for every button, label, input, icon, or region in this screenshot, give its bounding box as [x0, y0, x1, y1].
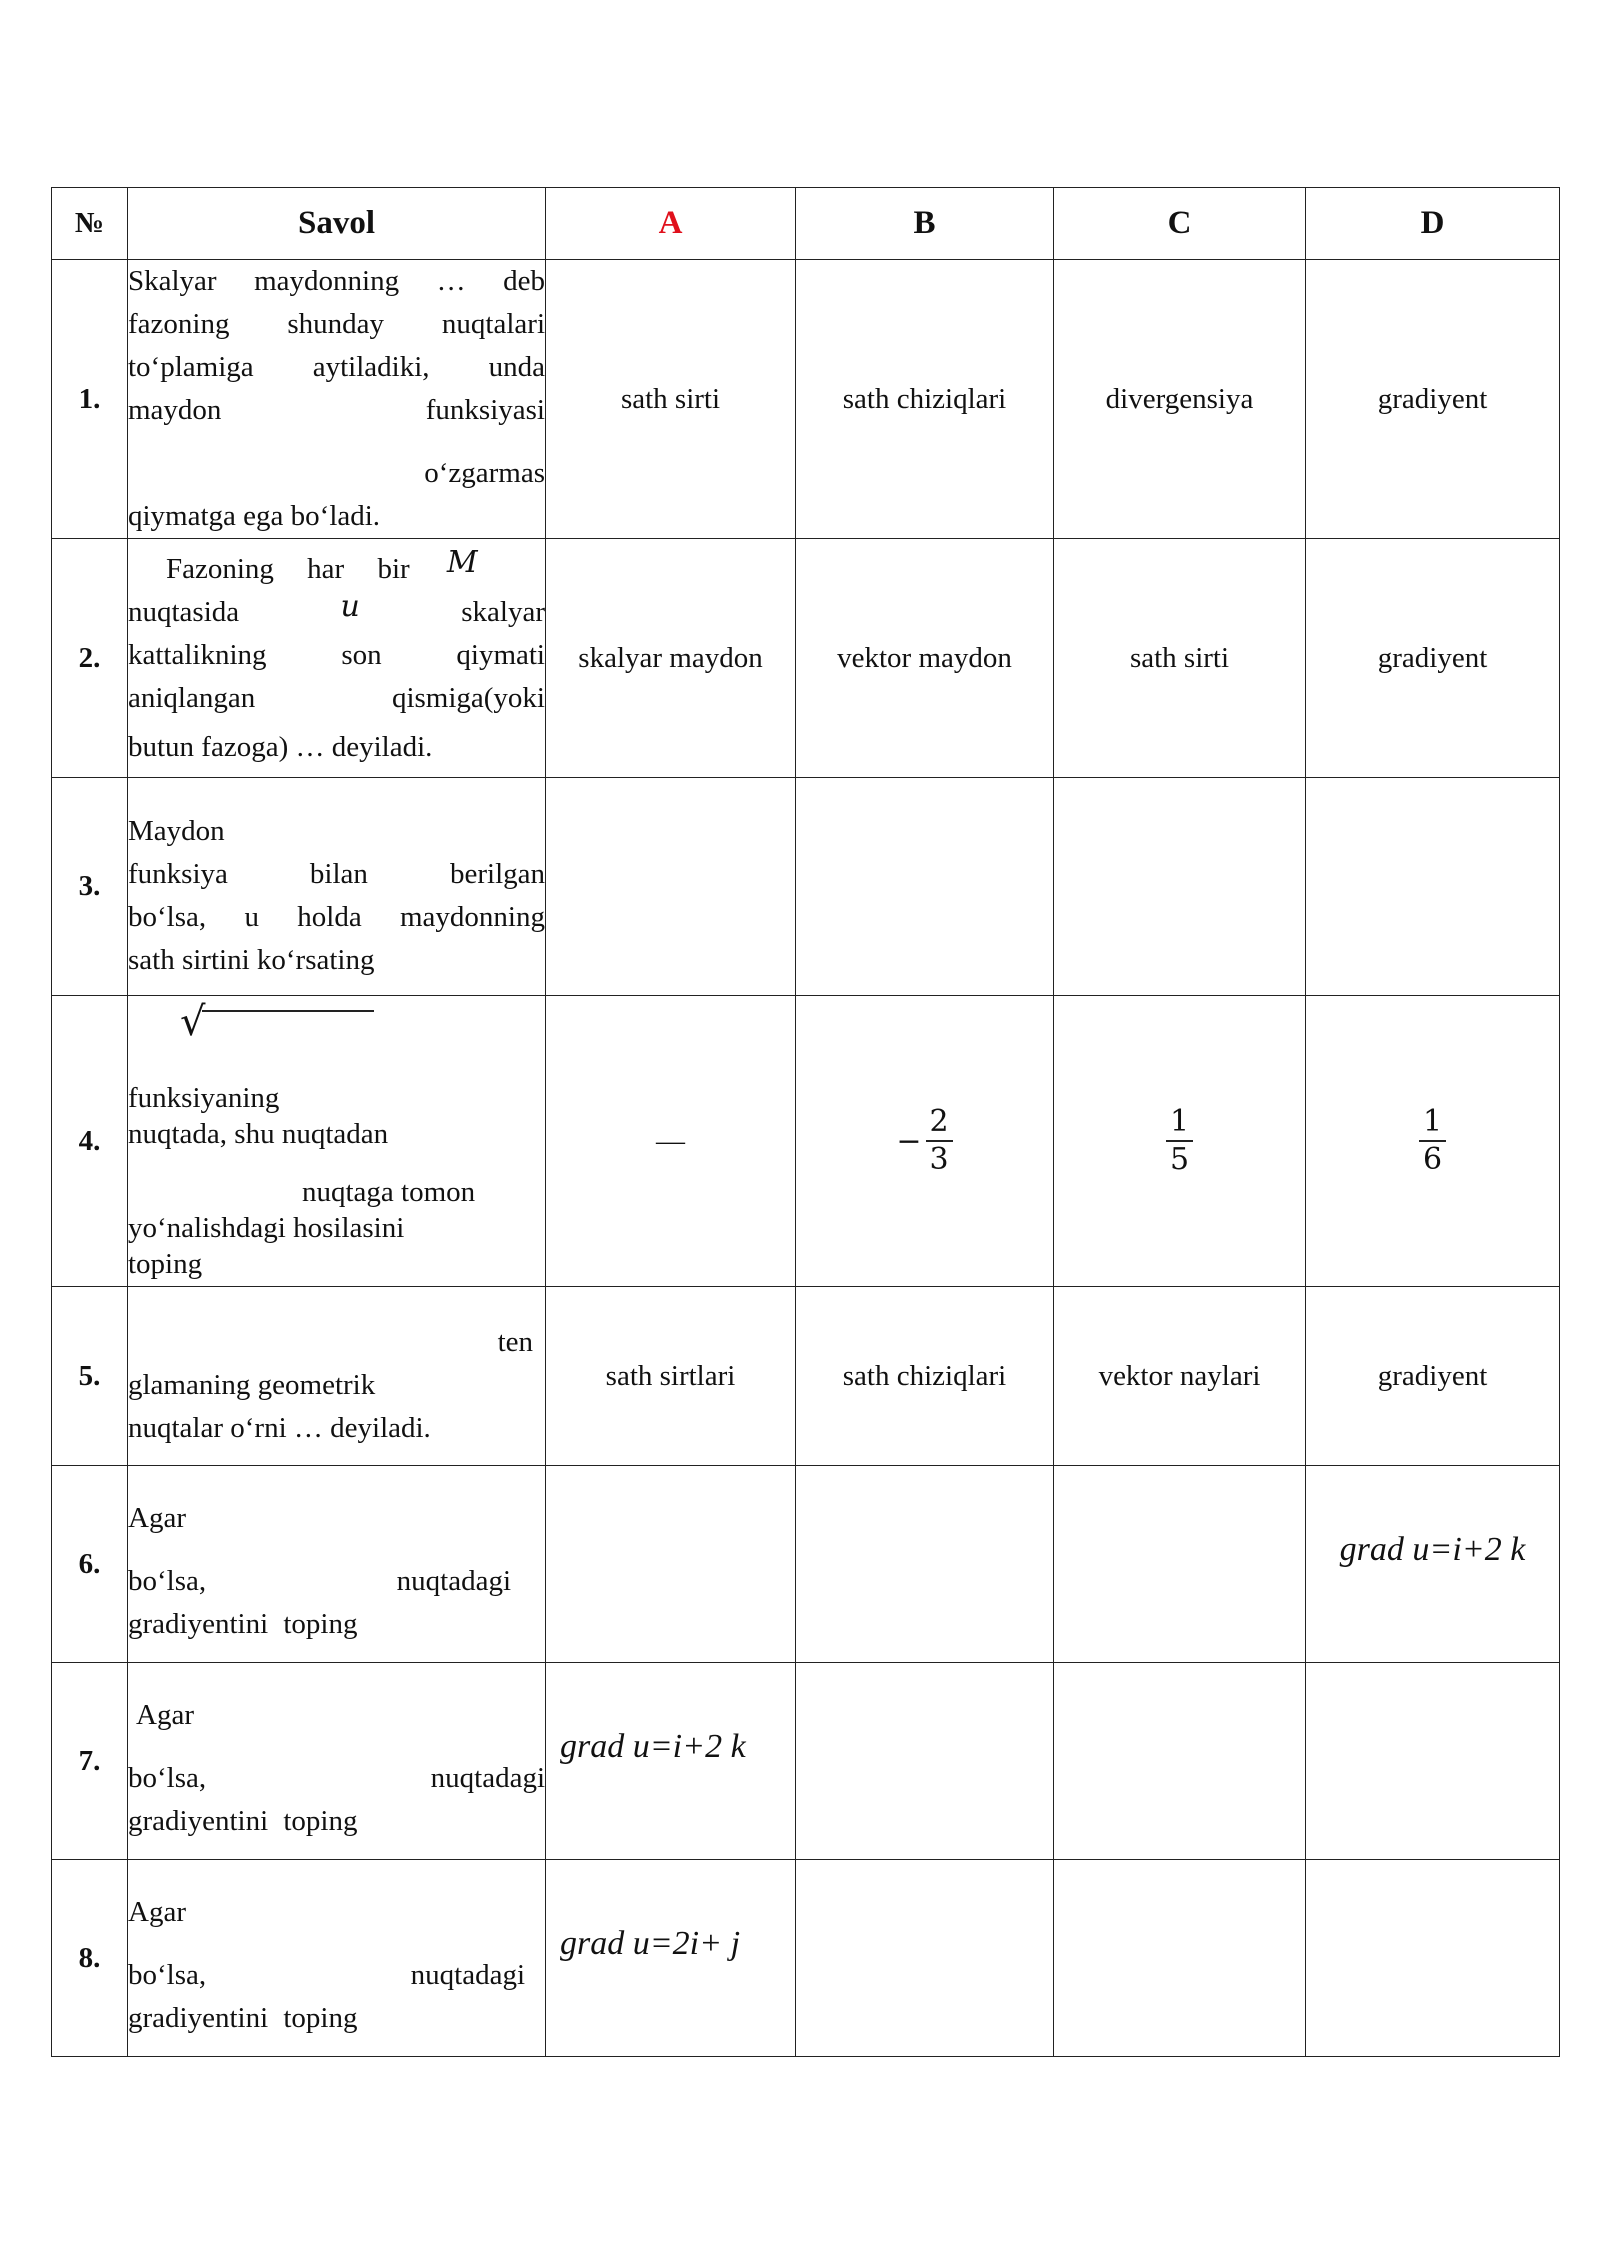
numerator: 1	[1166, 1104, 1193, 1142]
question-line	[128, 547, 545, 591]
question-text: bo‘lsa,	[128, 1761, 207, 1794]
question-line: toping	[128, 1248, 203, 1280]
question-line: nuqtalar o‘rni … deyiladi.	[128, 1411, 431, 1444]
question-line: sath sirtini ko‘rsating	[128, 943, 375, 976]
option-b: sath chiziqlari	[796, 260, 1054, 539]
question-line: ten	[497, 1325, 533, 1358]
gradient-formula: grad u=i+2 k	[560, 1728, 746, 1765]
question-cell	[128, 260, 546, 539]
radical-symbol: √	[180, 999, 206, 1045]
header-row	[52, 188, 1560, 260]
minus-sign: −	[896, 1123, 922, 1159]
question-line: gradiyentini toping	[128, 1804, 358, 1837]
option-c: sath sirti	[1054, 539, 1306, 778]
sqrt-sign	[128, 1000, 545, 1056]
fraction	[1419, 1104, 1446, 1178]
header-option-b: B	[796, 188, 1054, 260]
question-text: nuqtadagi	[430, 1761, 545, 1794]
question-text: bo‘lsa,	[128, 1564, 207, 1597]
question-line: nuqtaga tomon	[302, 1176, 476, 1208]
option-a: —	[546, 996, 796, 1287]
option-d: gradiyent	[1306, 1287, 1560, 1466]
option-a: sath sirtlari	[546, 1287, 796, 1466]
table-row	[52, 539, 1560, 778]
fraction	[926, 1104, 953, 1178]
question-line: yo‘nalishdagi hosilasini	[128, 1212, 405, 1244]
header-option-d: D	[1306, 188, 1560, 260]
row-number: 7.	[52, 1663, 128, 1860]
option-d	[1306, 996, 1560, 1287]
numerator: 1	[1419, 1104, 1446, 1142]
question-line: Agar	[136, 1698, 194, 1731]
option-a	[546, 1466, 796, 1663]
table-row	[52, 1287, 1560, 1466]
radical-bar	[202, 1010, 374, 1012]
question-line: butun fazoga) … deyiladi.	[128, 731, 433, 763]
question-line: aniqlangan qismiga(yoki	[128, 682, 545, 714]
question-line: maydon funksiyasi	[128, 394, 545, 426]
row-number: 1.	[52, 260, 128, 539]
table-row	[52, 1466, 1560, 1663]
question-line	[128, 1560, 511, 1603]
option-c	[1054, 778, 1306, 996]
question-text: skalyar	[461, 596, 545, 628]
header-option-c: C	[1054, 188, 1306, 260]
question-cell	[128, 778, 546, 996]
question-text: nuqtadagi	[410, 1958, 525, 1991]
option-d	[1306, 1466, 1560, 1663]
table-row	[52, 260, 1560, 539]
row-number: 5.	[52, 1287, 128, 1466]
question-cell	[128, 1663, 546, 1860]
table-row	[52, 996, 1560, 1287]
option-c	[1054, 1466, 1306, 1663]
option-d: gradiyent	[1306, 260, 1560, 539]
question-cell	[128, 1860, 546, 2057]
option-c	[1054, 1663, 1306, 1860]
option-b: vektor maydon	[796, 539, 1054, 778]
table-row	[52, 778, 1560, 996]
row-number: 3.	[52, 778, 128, 996]
option-c	[1054, 996, 1306, 1287]
question-line	[128, 1954, 525, 1997]
question-cell	[128, 1287, 546, 1466]
row-number: 4.	[52, 996, 128, 1287]
option-b	[796, 1466, 1054, 1663]
question-line: glamaning geometrik	[128, 1368, 376, 1401]
question-line: funksiya bilan berilgan	[128, 857, 545, 890]
option-c: divergensiya	[1054, 260, 1306, 539]
option-a	[546, 1663, 796, 1860]
question-line: Maydon	[128, 814, 225, 847]
table-row	[52, 1860, 1560, 2057]
denominator: 5	[1169, 1142, 1190, 1177]
option-c	[1054, 1860, 1306, 2057]
question-line: kattalikning son qiymati	[128, 639, 545, 671]
question-line	[128, 1757, 545, 1800]
option-b	[796, 996, 1054, 1287]
option-d	[1306, 778, 1560, 996]
row-number: 6.	[52, 1466, 128, 1663]
question-line: bo‘lsa, u holda maydonning	[128, 900, 545, 933]
point-symbol-m: M	[446, 545, 478, 580]
question-line: nuqtada, shu nuqtadan	[128, 1118, 389, 1150]
option-b: sath chiziqlari	[796, 1287, 1054, 1466]
header-question: Savol	[128, 188, 546, 260]
question-line	[128, 591, 545, 634]
question-line: gradiyentini toping	[128, 1607, 358, 1640]
option-b	[796, 1663, 1054, 1860]
question-line: to‘plamiga aytiladiki, unda	[128, 351, 545, 383]
fraction	[1166, 1104, 1193, 1178]
question-line: fazoning shunday nuqtalari	[128, 308, 545, 340]
row-number: 2.	[52, 539, 128, 778]
option-a: sath sirti	[546, 260, 796, 539]
gradient-formula: grad u=i+2 k	[1339, 1531, 1526, 1568]
denominator: 3	[929, 1142, 949, 1177]
question-line: gradiyentini toping	[128, 2001, 358, 2034]
option-c: vektor naylari	[1054, 1287, 1306, 1466]
numerator: 2	[926, 1104, 953, 1142]
header-option-a: A	[546, 188, 796, 260]
option-a: skalyar maydon	[546, 539, 796, 778]
option-d	[1306, 1663, 1560, 1860]
option-b	[796, 778, 1054, 996]
question-line: funksiyaning	[128, 1082, 280, 1114]
question-line: Agar	[128, 1895, 186, 1928]
option-d	[1306, 1860, 1560, 2057]
option-a	[546, 1860, 796, 2057]
question-text: Fazoning har bir	[166, 553, 410, 585]
question-text: nuqtasida	[128, 596, 240, 628]
table-row	[52, 1663, 1560, 1860]
question-line: qiymatga ega bo‘ladi.	[128, 500, 381, 532]
question-text: nuqtadagi	[396, 1564, 511, 1597]
question-text: bo‘lsa,	[128, 1958, 207, 1991]
question-cell	[128, 996, 546, 1287]
option-b	[796, 1860, 1054, 2057]
option-a	[546, 778, 796, 996]
question-cell	[128, 539, 546, 778]
option-d: gradiyent	[1306, 539, 1560, 778]
header-number: №	[52, 188, 128, 260]
question-line: o‘zgarmas	[424, 457, 545, 489]
quiz-table	[51, 187, 1560, 2057]
gradient-formula: grad u=2i+ j	[560, 1925, 741, 1962]
question-line: Skalyar maydonning … deb	[128, 265, 545, 297]
scalar-symbol-u: u	[340, 589, 360, 624]
denominator: 6	[1422, 1142, 1443, 1177]
question-line: Agar	[128, 1501, 186, 1534]
question-cell	[128, 1466, 546, 1663]
row-number: 8.	[52, 1860, 128, 2057]
